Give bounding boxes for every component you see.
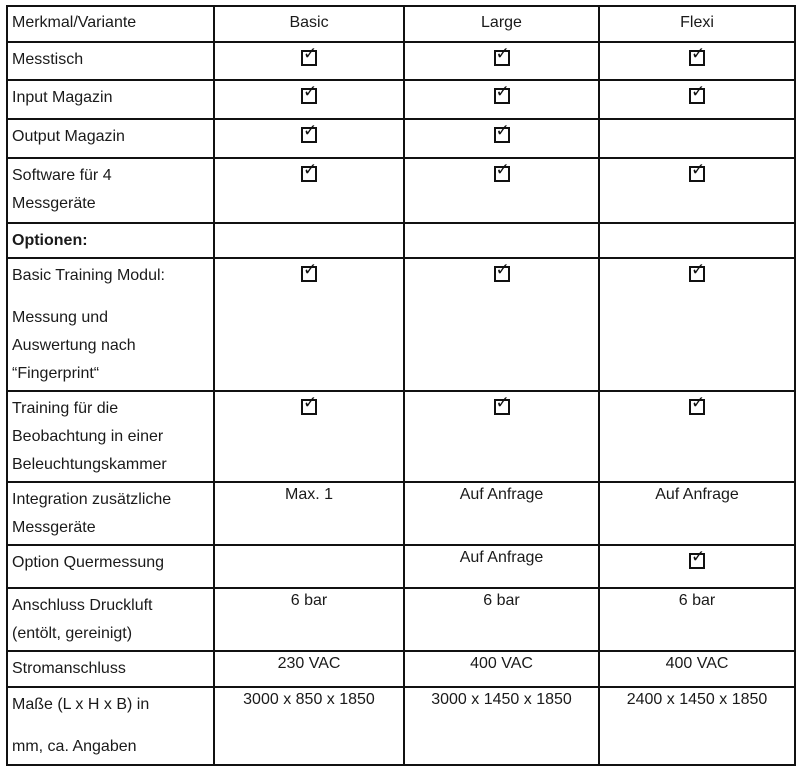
label-line: Anschluss Druckluft	[12, 597, 153, 614]
feature-label	[7, 258, 214, 391]
checkbox-checked-icon	[494, 88, 510, 104]
empty-cell	[214, 545, 404, 588]
checkbox-cell	[214, 42, 404, 80]
checkbox-cell	[404, 158, 599, 223]
label-line: Beleuchtungskammer	[12, 456, 167, 473]
checkbox-checked-icon	[689, 553, 705, 569]
checkbox-checked-icon	[494, 166, 510, 182]
label-line: “Fingerprint“	[12, 365, 100, 382]
checkbox-checked-icon	[494, 127, 510, 143]
feature-label	[7, 223, 214, 258]
label-line: Stromanschluss	[12, 660, 126, 677]
table-row	[7, 223, 795, 258]
label-line-gap	[12, 719, 209, 733]
checkbox-cell	[214, 80, 404, 119]
checkbox-checked-icon	[689, 50, 705, 66]
column-header-feature: Merkmal/Variante	[7, 6, 214, 42]
checkbox-checked-icon	[301, 127, 317, 143]
value-cell: 400 VAC	[404, 651, 599, 687]
checkbox-checked-icon	[301, 166, 317, 182]
label-line: mm, ca. Angaben	[12, 738, 137, 755]
value-cell: 400 VAC	[599, 651, 795, 687]
table-row	[7, 545, 795, 588]
checkbox-cell	[599, 391, 795, 482]
checkbox-checked-icon	[689, 266, 705, 282]
table-row	[7, 42, 795, 80]
checkbox-checked-icon	[301, 88, 317, 104]
label-line: Basic Training Modul:	[12, 267, 165, 284]
table-body	[7, 6, 795, 765]
checkbox-cell	[599, 545, 795, 588]
label-line: Maße (L x H x B) in	[12, 696, 150, 713]
label-line-gap	[12, 290, 209, 304]
feature-label	[7, 545, 214, 588]
value-cell: 230 VAC	[214, 651, 404, 687]
table-row	[7, 391, 795, 482]
checkbox-cell	[214, 119, 404, 158]
variants-comparison-table	[6, 5, 796, 766]
label-line: Integration zusätzliche	[12, 491, 172, 508]
label-line: Training für die	[12, 400, 119, 417]
table-row	[7, 258, 795, 391]
checkbox-cell	[214, 258, 404, 391]
header-row	[7, 6, 795, 42]
label-line: Messung und	[12, 309, 109, 326]
value-cell: Auf Anfrage	[404, 482, 599, 545]
checkbox-checked-icon	[689, 166, 705, 182]
value-cell: 6 bar	[404, 588, 599, 651]
label-line: Option Quermessung	[12, 554, 165, 571]
table-row	[7, 687, 795, 765]
table-row	[7, 119, 795, 158]
label-line: Messgeräte	[12, 195, 96, 212]
checkbox-cell	[404, 258, 599, 391]
checkbox-cell	[599, 258, 795, 391]
checkbox-cell	[404, 119, 599, 158]
label-line: Optionen:	[12, 232, 88, 249]
value-cell: Auf Anfrage	[404, 545, 599, 588]
checkbox-cell	[404, 42, 599, 80]
checkbox-cell	[599, 42, 795, 80]
feature-label	[7, 391, 214, 482]
value-cell: 2400 x 1450 x 1850	[599, 687, 795, 765]
label-line: Input Magazin	[12, 89, 113, 106]
label-line: Software für 4	[12, 167, 112, 184]
checkbox-checked-icon	[494, 50, 510, 66]
value-cell: 6 bar	[599, 588, 795, 651]
label-line: Output Magazin	[12, 128, 125, 145]
value-cell: 6 bar	[214, 588, 404, 651]
checkbox-cell	[404, 391, 599, 482]
checkbox-cell	[599, 158, 795, 223]
feature-label	[7, 80, 214, 119]
checkbox-checked-icon	[301, 50, 317, 66]
column-header-variant: Large	[404, 6, 599, 42]
checkbox-checked-icon	[689, 88, 705, 104]
empty-cell	[404, 223, 599, 258]
feature-label	[7, 119, 214, 158]
feature-label	[7, 651, 214, 687]
table-row	[7, 482, 795, 545]
checkbox-checked-icon	[301, 399, 317, 415]
value-cell: Auf Anfrage	[599, 482, 795, 545]
label-line: (entölt, gereinigt)	[12, 625, 133, 642]
feature-label	[7, 482, 214, 545]
value-cell: Max. 1	[214, 482, 404, 545]
checkbox-cell	[214, 391, 404, 482]
checkbox-checked-icon	[689, 399, 705, 415]
checkbox-cell	[214, 158, 404, 223]
column-header-variant: Flexi	[599, 6, 795, 42]
label-line: Messtisch	[12, 51, 84, 68]
empty-cell	[214, 223, 404, 258]
checkbox-checked-icon	[494, 399, 510, 415]
table-row	[7, 588, 795, 651]
feature-label	[7, 687, 214, 765]
label-line: Beobachtung in einer	[12, 428, 164, 445]
empty-cell	[599, 119, 795, 158]
feature-label	[7, 158, 214, 223]
checkbox-cell	[599, 80, 795, 119]
value-cell: 3000 x 850 x 1850	[214, 687, 404, 765]
value-cell: 3000 x 1450 x 1850	[404, 687, 599, 765]
empty-cell	[599, 223, 795, 258]
table-row	[7, 80, 795, 119]
table-row	[7, 651, 795, 687]
column-header-variant: Basic	[214, 6, 404, 42]
table-row	[7, 158, 795, 223]
label-line: Messgeräte	[12, 519, 96, 536]
feature-label	[7, 588, 214, 651]
checkbox-checked-icon	[494, 266, 510, 282]
feature-label	[7, 42, 214, 80]
checkbox-cell	[404, 80, 599, 119]
checkbox-checked-icon	[301, 266, 317, 282]
label-line: Auswertung nach	[12, 337, 136, 354]
